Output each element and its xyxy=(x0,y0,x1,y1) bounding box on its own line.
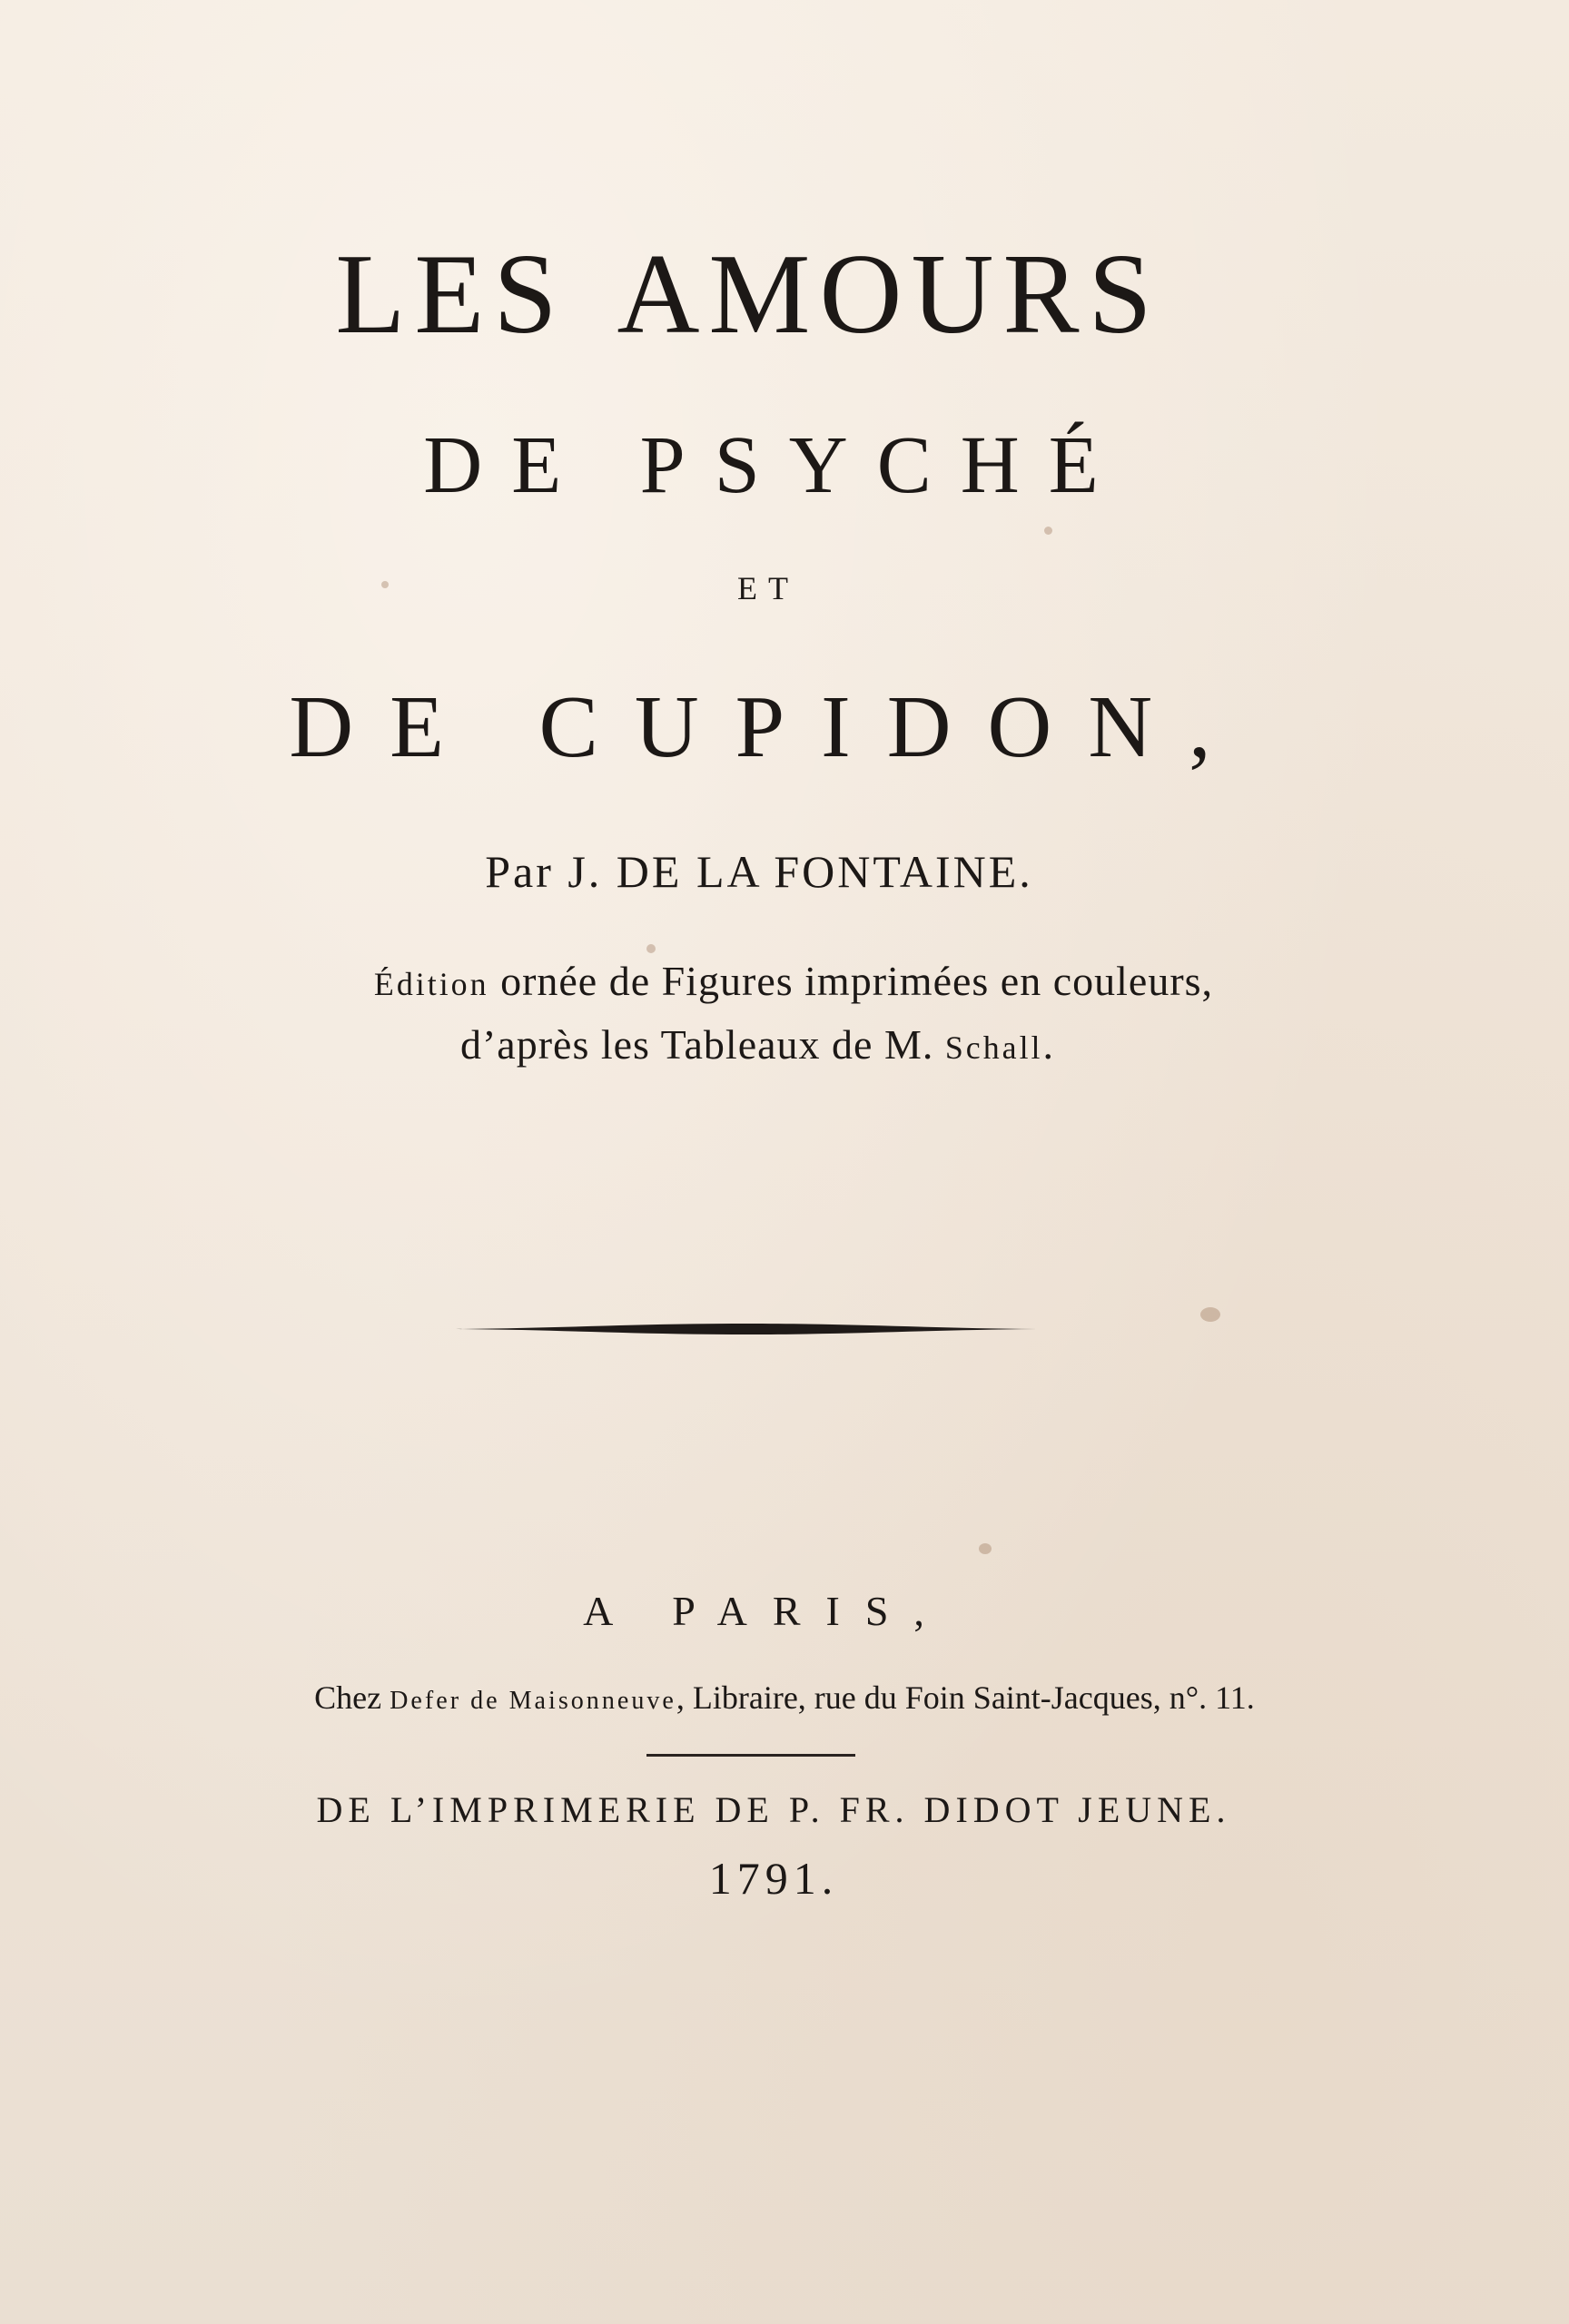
book-title-main xyxy=(0,231,1533,358)
short-divider xyxy=(646,1754,855,1757)
paper-foxing-spot xyxy=(646,944,656,953)
author-line: Par J. DE LA FONTAINE. xyxy=(485,846,1033,897)
paper-foxing-spot xyxy=(979,1543,992,1554)
title-word-amours: AMOURS xyxy=(617,231,1161,358)
title-word-les: LES xyxy=(335,231,567,358)
printer-line: DE L’IMPRIMERIE DE P. FR. DIDOT JEUNE. xyxy=(316,1789,1231,1830)
place-of-publication: A PARIS, xyxy=(583,1588,950,1634)
edition-line-2 xyxy=(0,1021,1542,1068)
publisher-name: Defer de Maisonneuve xyxy=(390,1687,676,1715)
ornamental-rule xyxy=(456,1318,1037,1340)
paper-foxing-spot xyxy=(381,581,389,588)
publication-year: 1791. xyxy=(708,1853,839,1904)
edition-lead-word: Édition xyxy=(373,966,489,1002)
book-title-de-cupidon: DE CUPIDON, xyxy=(289,678,1248,776)
edition-line-1-text: ornée de Figures imprimées en couleurs, xyxy=(488,958,1214,1004)
edition-line-1 xyxy=(9,960,1569,1002)
publisher-address: , Libraire, rue du Foin Saint-Jacques, n°. 11. xyxy=(676,1679,1255,1716)
publisher-line xyxy=(0,1681,1569,1714)
book-title-et: ET xyxy=(737,570,799,606)
edition-line-2-text: d’après les Tableaux de M. xyxy=(459,1021,945,1068)
book-title-de-psyche: DE PSYCHÉ xyxy=(423,420,1128,510)
paper-foxing-spot xyxy=(1200,1307,1220,1322)
edition-line-2-end: . xyxy=(1042,1021,1055,1068)
artist-name: Schall xyxy=(944,1029,1043,1066)
publisher-prefix: Chez xyxy=(314,1679,390,1716)
paper-foxing-spot xyxy=(1044,527,1052,535)
